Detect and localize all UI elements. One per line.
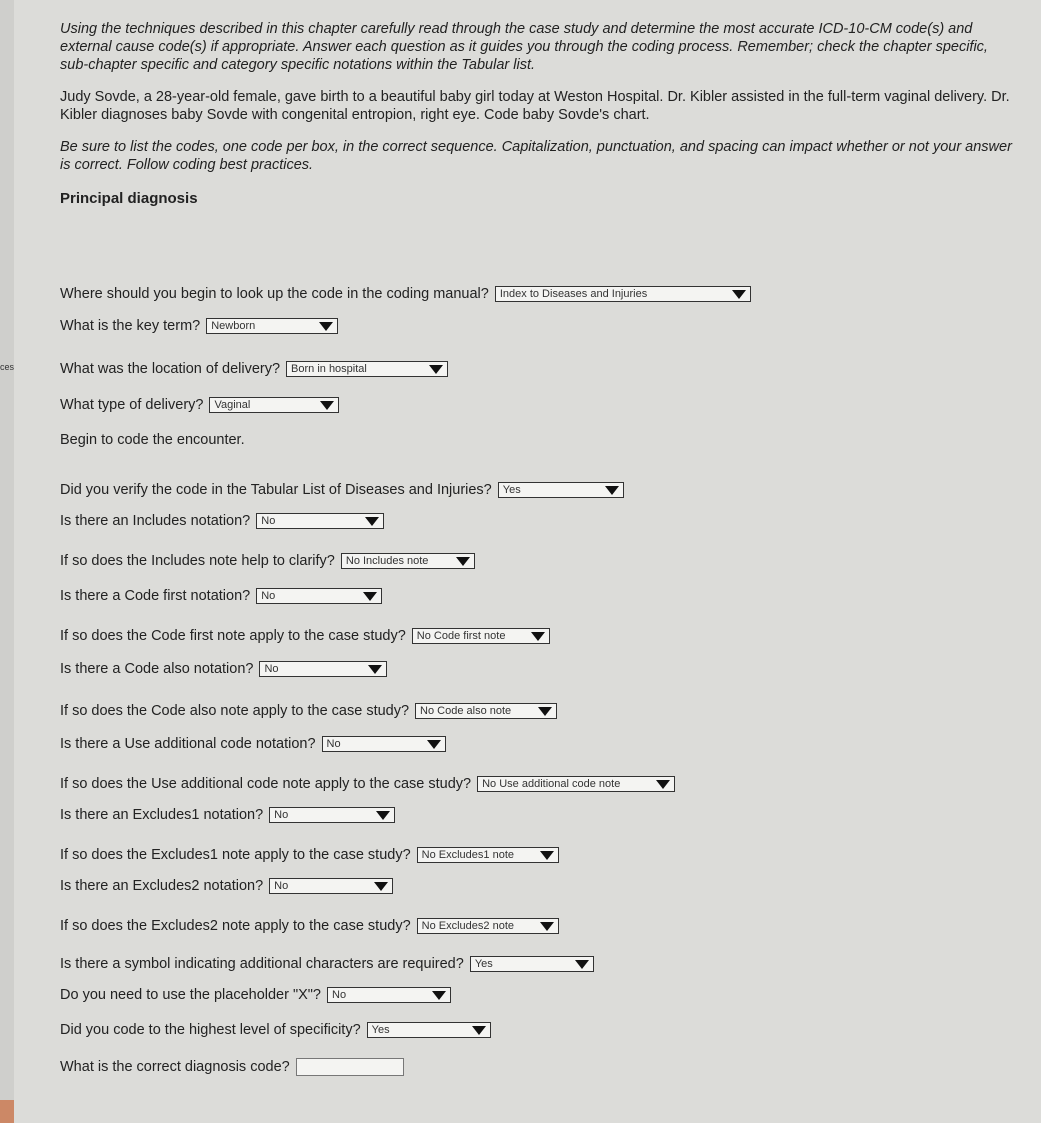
dropdown-value: No (264, 663, 279, 675)
question-label: Did you verify the code in the Tabular List of Diseases and Injuries? (60, 482, 492, 498)
question-label: If so does the Code first note apply to the case study? (60, 628, 406, 644)
question-row (60, 847, 559, 863)
question-label: Is there an Excludes1 notation? (60, 807, 264, 823)
question-label: Did you code to the highest level of specificity? (60, 1022, 361, 1038)
answer-dropdown[interactable] (495, 286, 751, 302)
question-label: Where should you begin to look up the code in the coding manual? (60, 286, 489, 302)
question-label: If so does the Excludes1 note apply to the case study? (60, 847, 411, 863)
chevron-down-icon (320, 401, 334, 410)
dropdown-value: Yes (502, 484, 521, 496)
answer-dropdown[interactable] (498, 482, 624, 498)
answer-dropdown[interactable] (415, 703, 557, 719)
left-sidebar-edge (0, 0, 14, 1123)
question-row (60, 513, 384, 529)
dropdown-value: No Includes note (345, 555, 429, 567)
question-row (60, 736, 446, 752)
question-row (60, 286, 751, 302)
chevron-down-icon (374, 882, 388, 891)
answer-dropdown[interactable] (470, 956, 594, 972)
question-row (60, 776, 675, 792)
question-row (60, 628, 550, 644)
diagnosis-code-input[interactable] (296, 1058, 404, 1076)
dropdown-value: Born in hospital (291, 363, 367, 375)
answer-dropdown[interactable] (209, 397, 339, 413)
question-row (60, 588, 382, 604)
question-row (60, 987, 451, 1003)
intro-text: Using the techniques described in this chapter carefully read through the case study and determine the most accurate ICD-10-CM code(s) and external cause code(s) if appropriate. Answer each question as it guides you through the coding process. Remember; check the chapter specific, sub-chapter specific and category specific notations within the Tabular list. (60, 21, 988, 73)
question-label: Is there an Includes notation? (60, 513, 251, 529)
dropdown-value: No (274, 880, 289, 892)
question-label: If so does the Use additional code note apply to the case study? (60, 776, 472, 792)
question-label: What is the key term? (60, 318, 201, 334)
answer-dropdown[interactable] (367, 1022, 491, 1038)
question-row (60, 553, 475, 569)
question-row (60, 807, 395, 823)
section-title: Principal diagnosis (60, 190, 198, 207)
question-label: Is there an Excludes2 notation? (60, 878, 264, 894)
chevron-down-icon (538, 707, 552, 716)
answer-dropdown[interactable] (417, 918, 559, 934)
chevron-down-icon (319, 322, 333, 331)
dropdown-value: No (274, 809, 289, 821)
chevron-down-icon (531, 632, 545, 641)
dropdown-value: Vaginal (214, 399, 251, 411)
dropdown-value: Index to Diseases and Injuries (499, 288, 648, 300)
dropdown-value: No Excludes2 note (421, 920, 514, 932)
dropdown-value: Newborn (211, 320, 256, 332)
chevron-down-icon (432, 991, 446, 1000)
question-label: Is there a Code also notation? (60, 661, 254, 677)
question-label: Do you need to use the placeholder "X"? (60, 987, 321, 1003)
dropdown-value: No (261, 590, 276, 602)
question-label: What type of delivery? (60, 397, 204, 413)
question-label: If so does the Includes note help to clarify? (60, 553, 335, 569)
chevron-down-icon (376, 811, 390, 820)
chevron-down-icon (540, 922, 554, 931)
question-label: If so does the Code also note apply to the case study? (60, 703, 410, 719)
dropdown-value: Yes (371, 1024, 390, 1036)
question-row (60, 361, 448, 377)
begin-coding-text: Begin to code the encounter. (60, 432, 245, 448)
dropdown-value: No Code first note (416, 630, 506, 642)
bottom-edge-strip (0, 1100, 14, 1123)
dropdown-value: No (326, 738, 341, 750)
question-row (60, 918, 559, 934)
answer-dropdown[interactable] (269, 878, 393, 894)
dropdown-value: No (332, 989, 347, 1001)
question-row (60, 397, 339, 413)
question-label: Is there a symbol indicating additional characters are required? (60, 956, 464, 972)
question-label: If so does the Excludes2 note apply to the case study? (60, 918, 411, 934)
question-row (60, 878, 393, 894)
question-label: What is the correct diagnosis code? (60, 1059, 290, 1075)
chevron-down-icon (427, 740, 441, 749)
answer-dropdown[interactable] (206, 318, 338, 334)
question-row (60, 1058, 404, 1076)
edge-text: ces (0, 362, 15, 372)
answer-dropdown[interactable] (256, 513, 384, 529)
answer-dropdown[interactable] (322, 736, 446, 752)
dropdown-value: No (261, 515, 276, 527)
question-row (60, 661, 387, 677)
chevron-down-icon (472, 1026, 486, 1035)
dropdown-value: No Excludes1 note (421, 849, 514, 861)
answer-dropdown[interactable] (412, 628, 550, 644)
question-row (60, 703, 557, 719)
answer-dropdown[interactable] (327, 987, 451, 1003)
dropdown-value: Yes (474, 958, 493, 970)
chevron-down-icon (605, 486, 619, 495)
chevron-down-icon (368, 665, 382, 674)
answer-dropdown[interactable] (341, 553, 475, 569)
question-row (60, 318, 338, 334)
answer-dropdown[interactable] (256, 588, 382, 604)
answer-dropdown[interactable] (269, 807, 395, 823)
dropdown-value: No Code also note (420, 705, 512, 717)
chevron-down-icon (365, 517, 379, 526)
answer-dropdown[interactable] (259, 661, 387, 677)
chevron-down-icon (732, 290, 746, 299)
question-label: Is there a Code first notation? (60, 588, 251, 604)
question-row (60, 956, 594, 972)
dropdown-value: No Use additional code note (482, 778, 621, 790)
questions-area (60, 0, 1020, 1123)
question-label: Is there a Use additional code notation? (60, 736, 316, 752)
chevron-down-icon (363, 592, 377, 601)
case-study-text: Judy Sovde, a 28-year-old female, gave birth to a beautiful baby girl today at Weston Hospital. Dr. Kibler assisted in the full-term vaginal delivery. Dr. Kibler diagnoses baby Sovde with congenital entropion, right eye. Code baby Sovde's chart. (60, 89, 1010, 123)
question-row (60, 482, 624, 498)
chevron-down-icon (429, 365, 443, 374)
answer-dropdown[interactable] (477, 776, 675, 792)
chevron-down-icon (575, 960, 589, 969)
instructions-text: Be sure to list the codes, one code per box, in the correct sequence. Capitalization, punctuation, and spacing can impact whether or not your answer is correct. Follow coding best practices. (60, 139, 1012, 173)
question-label: What was the location of delivery? (60, 361, 281, 377)
answer-dropdown[interactable] (286, 361, 448, 377)
chevron-down-icon (540, 851, 554, 860)
question-row (60, 1022, 491, 1038)
answer-dropdown[interactable] (417, 847, 559, 863)
chevron-down-icon (656, 780, 670, 789)
chevron-down-icon (456, 557, 470, 566)
